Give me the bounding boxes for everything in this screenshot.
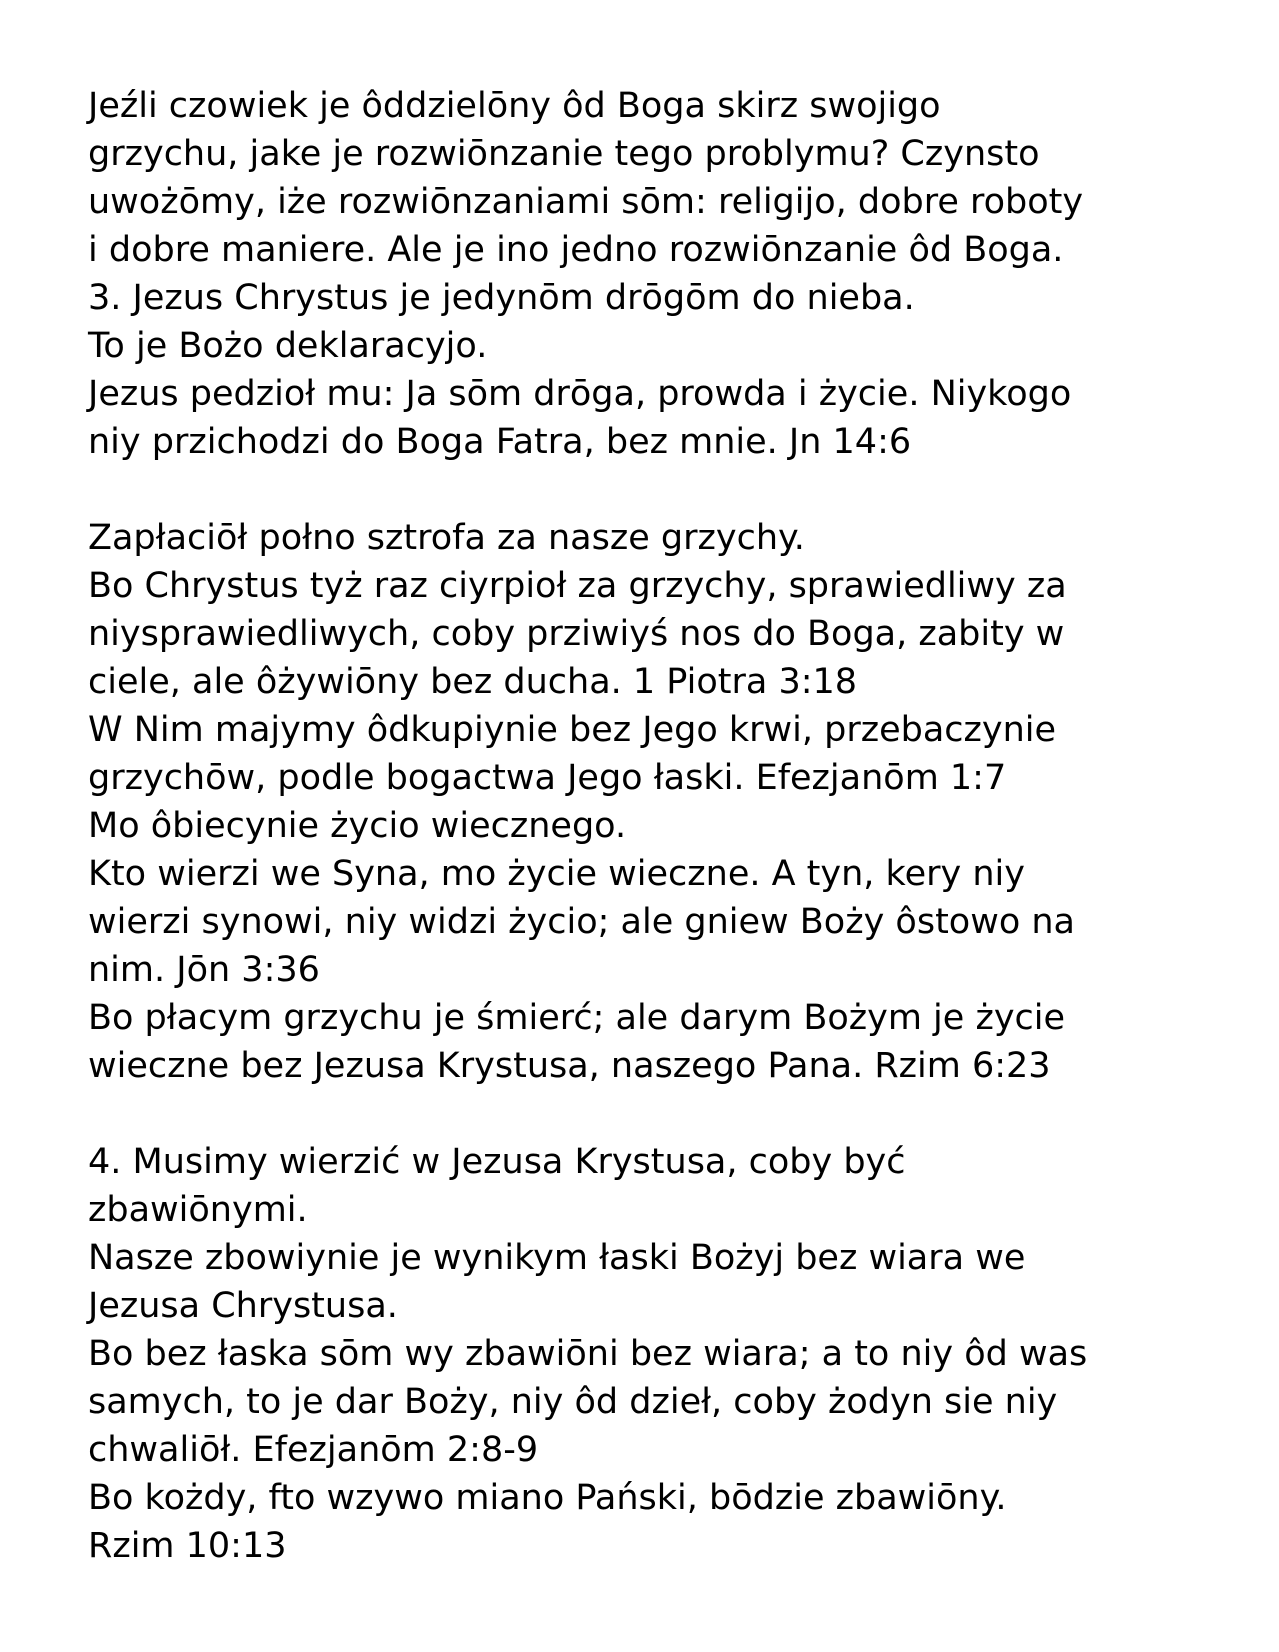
text-line: Jezus pedzioł mu: Ja sōm drōga, prowda i życie. Niykogo [88,374,1072,414]
paragraph-spacer [88,466,1238,514]
document-page [88,82,1238,1570]
text-line: Zapłaciōł połno sztrofa za nasze grzychy. [88,518,805,558]
text-line: ciele, ale ôżywiōny bez ducha. 1 Piotra 3:18 [88,662,858,702]
text-line: grzychōw, podle bogactwa Jego łaski. Efezjanōm 1:7 [88,758,1007,798]
text-line: zbawiōnymi. [88,1190,308,1230]
text-line: Bo bez łaska sōm wy zbawiōni bez wiara; a to niy ôd was [88,1334,1088,1374]
text-line: To je Bożo deklaracyjo. [88,326,488,366]
paragraph-spacer [88,1090,1238,1138]
section-heading: 4. Musimy wierzić w Jezusa Krystusa, coby być [88,1142,906,1182]
text-line: Kto wierzi we Syna, mo życie wieczne. A tyn, kery niy [88,854,1025,894]
text-line: niy przichodzi do Boga Fatra, bez mnie. Jn 14:6 [88,422,912,462]
text-line: Bo płacym grzychu je śmierć; ale darym Bożym je życie [88,998,1066,1038]
section-heading: 3. Jezus Chrystus je jedynōm drōgōm do nieba. [88,278,915,318]
text-line: Bo Chrystus tyż raz ciyrpioł za grzychy, sprawiedliwy za [88,566,1067,606]
text-line: W Nim majymy ôdkupiynie bez Jego krwi, przebaczynie [88,710,1057,750]
text-line: nim. Jōn 3:36 [88,950,320,990]
text-line: i dobre maniere. Ale je ino jedno rozwiōnzanie ôd Boga. [88,230,1064,270]
text-line: Jeźli czowiek je ôddzielōny ôd Boga skirz swojigo [88,86,941,126]
text-line: samych, to je dar Boży, niy ôd dzieł, coby żodyn sie niy [88,1382,1058,1422]
text-line: wieczne bez Jezusa Krystusa, naszego Pana. Rzim 6:23 [88,1046,1051,1086]
text-line: Rzim 10:13 [88,1526,287,1566]
text-line: grzychu, jake je rozwiōnzanie tego problymu? Czynsto [88,134,1040,174]
text-line: Mo ôbiecynie życio wiecznego. [88,806,627,846]
text-line: Jezusa Chrystusa. [88,1286,398,1326]
text-line: uwożōmy, iże rozwiōnzaniami sōm: religijo, dobre roboty [88,182,1084,222]
text-line: Nasze zbowiynie je wynikym łaski Bożyj bez wiara we [88,1238,1026,1278]
text-line: Bo kożdy, fto wzywo miano Pański, bōdzie zbawiōny. [88,1478,1007,1518]
text-line: niysprawiedliwych, coby prziwiyś nos do Boga, zabity w [88,614,1065,654]
text-line: chwaliōł. Efezjanōm 2:8-9 [88,1430,539,1470]
text-line: wierzi synowi, niy widzi życio; ale gniew Boży ôstowo na [88,902,1076,942]
